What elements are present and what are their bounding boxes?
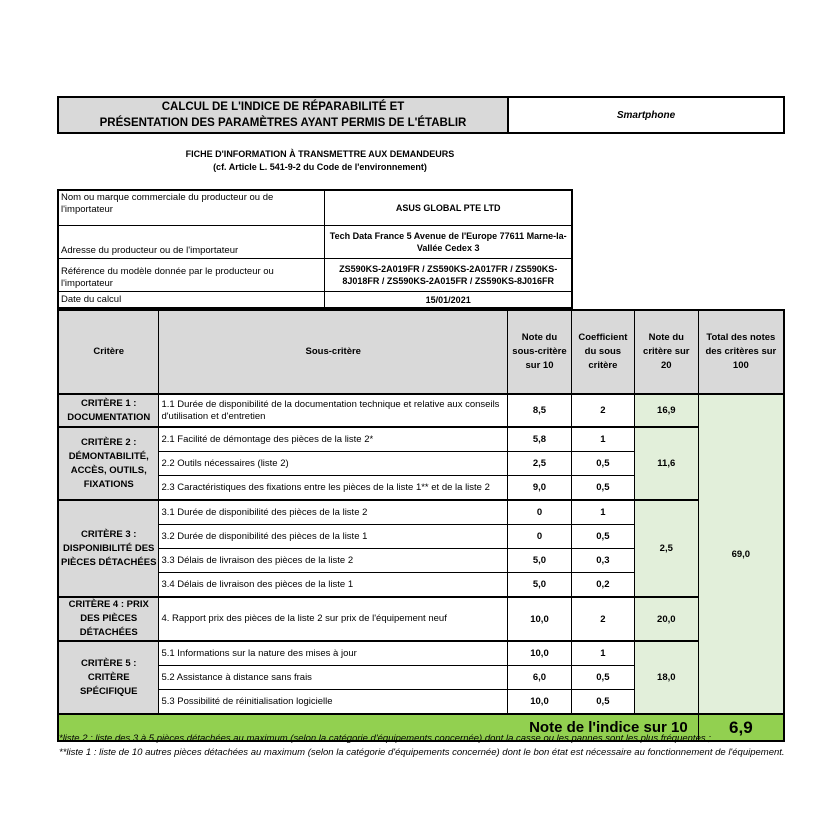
criterion-5-name: CRITÈRE 5 : CRITÈRE SPÉCIFIQUE [58,641,159,714]
subcriterion-3-4: 3.4 Délais de livraison des pièces de la liste 1 [159,573,508,598]
coef-2-2: 0,5 [571,452,634,476]
coef-3-3: 0,3 [571,549,634,573]
criterion-2-name: CRITÈRE 2 : DÉMONTABILITÉ, ACCÈS, OUTILS, FIXATIONS [58,427,159,500]
address-value: Tech Data France 5 Avenue de l'Europe 77611 Marne-la-Vallée Cedex 3 [325,226,572,259]
note-3-3: 5,0 [508,549,572,573]
criterion-1-score: 16,9 [634,394,698,427]
title-line-1: CALCUL DE L'INDICE DE RÉPARABILITÉ ET [161,101,405,113]
footnotes [59,732,785,759]
header-note-critere: Note du critère sur 20 [634,310,698,394]
header-sous-critere: Sous-critère [159,310,508,394]
note-4: 10,0 [508,597,572,641]
header-coefficient: Coefficient du sous critère [571,310,634,394]
subcriterion-5-1: 5.1 Informations sur la nature des mises à jour [159,641,508,666]
subcriterion-2-2: 2.2 Outils nécessaires (liste 2) [159,452,508,476]
note-5-2: 6,0 [508,666,572,690]
equipment-category: Smartphone [509,96,785,134]
coef-2-1: 1 [571,427,634,452]
coef-5-1: 1 [571,641,634,666]
criterion-3-name: CRITÈRE 3 : DISPONIBILITÉ DES PIÈCES DÉTACHÉES [58,500,159,597]
address-label: Adresse du producteur ou de l'importateur [58,226,325,259]
date-value: 15/01/2021 [325,292,572,309]
coef-5-3: 0,5 [571,690,634,715]
model-label: Référence du modèle donnée par le producteur ou l'importateur [58,259,325,292]
subcriterion-5-3: 5.3 Possibilité de réinitialisation logicielle [159,690,508,715]
note-2-1: 5,8 [508,427,572,452]
coef-2-3: 0,5 [571,476,634,501]
fiche-line-2: (cf. Article L. 541-9-2 du Code de l'environnement) [213,162,427,172]
note-1-1: 8,5 [508,394,572,427]
title-line-2: PRÉSENTATION DES PARAMÈTRES AYANT PERMIS DE L'ÉTABLIR [99,117,467,129]
repairability-table [57,309,785,742]
note-2-3: 9,0 [508,476,572,501]
producer-info-table [57,189,573,309]
fiche-heading [120,148,520,174]
criterion-4-score: 20,0 [634,597,698,641]
criterion-5-score: 18,0 [634,641,698,714]
producer-label: Nom ou marque commerciale du producteur ou de l'importateur [58,190,325,226]
criterion-4-name: CRITÈRE 4 : PRIX DES PIÈCES DÉTACHÉES [58,597,159,641]
coef-3-1: 1 [571,500,634,525]
subcriterion-3-1: 3.1 Durée de disponibilité des pièces de la liste 2 [159,500,508,525]
index-value: 6,9 [698,714,784,741]
subcriterion-3-2: 3.2 Durée de disponibilité des pièces de la liste 1 [159,525,508,549]
note-2-2: 2,5 [508,452,572,476]
coef-4: 2 [571,597,634,641]
footnote-liste-2: *liste 2 : liste des 3 à 5 pièces détachées au maximum (selon la catégorie d'équipements concernée) dont la casse ou les pannes sont les plus fréquentes ; [59,733,711,744]
model-value: ZS590KS-2A019FR / ZS590KS-2A017FR / ZS590KS-8J018FR / ZS590KS-2A015FR / ZS590KS-8J016FR [325,259,572,292]
note-3-4: 5,0 [508,573,572,598]
criterion-3-score: 2,5 [634,500,698,597]
footnote-liste-1: **liste 1 : liste de 10 autres pièces détachées au maximum (selon la catégorie d'équipements concernée) dont le bon état est nécessaire au fonctionnement de l'équipement. [59,746,785,758]
subcriterion-1-1: 1.1 Durée de disponibilité de la documentation technique et relative aux conseils d'utilisation et d'entretien [159,394,508,427]
coef-1-1: 2 [571,394,634,427]
header-note-sous-critere: Note du sous-critère sur 10 [508,310,572,394]
coef-3-4: 0,2 [571,573,634,598]
producer-value: ASUS GLOBAL PTE LTD [325,190,572,226]
criterion-1-name: CRITÈRE 1 : DOCUMENTATION [58,394,159,427]
subcriterion-2-3: 2.3 Caractéristiques des fixations entre les pièces de la liste 1** et de la liste 2 [159,476,508,501]
document-title [57,96,509,134]
note-5-1: 10,0 [508,641,572,666]
index-label: Note de l'indice sur 10 [58,714,698,741]
note-5-3: 10,0 [508,690,572,715]
fiche-line-1: FICHE D'INFORMATION À TRANSMETTRE AUX DEMANDEURS [185,149,455,159]
date-label: Date du calcul [58,292,325,309]
subcriterion-4: 4. Rapport prix des pièces de la liste 2 sur prix de l'équipement neuf [159,597,508,641]
coef-3-2: 0,5 [571,525,634,549]
subcriterion-5-2: 5.2 Assistance à distance sans frais [159,666,508,690]
note-3-2: 0 [508,525,572,549]
criterion-2-score: 11,6 [634,427,698,500]
header-critere: Critère [58,310,159,394]
subcriterion-3-3: 3.3 Délais de livraison des pièces de la liste 2 [159,549,508,573]
total-score: 69,0 [698,394,784,714]
coef-5-2: 0,5 [571,666,634,690]
header-total: Total des notes des critères sur 100 [698,310,784,394]
subcriterion-2-1: 2.1 Facilité de démontage des pièces de la liste 2* [159,427,508,452]
note-3-1: 0 [508,500,572,525]
